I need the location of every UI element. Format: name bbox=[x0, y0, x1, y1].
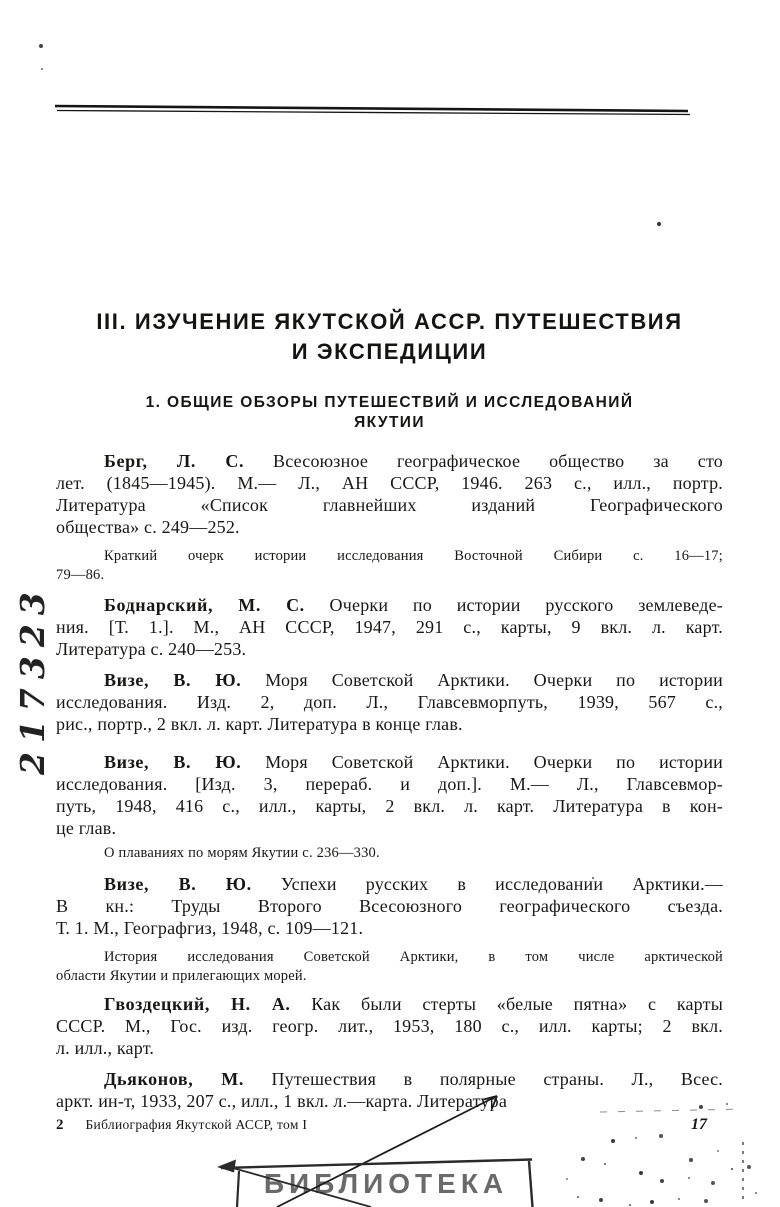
library-stamp-text: БИБЛИОТЕКА bbox=[263, 1168, 509, 1199]
page-number: 17 bbox=[691, 1116, 707, 1133]
author-name: Визе, В. Ю. bbox=[104, 752, 242, 772]
text-line: СССР. М., Гос. изд. геогр. лит., 1953, 180 с., илл. карты; 2 вкл. bbox=[56, 1016, 723, 1036]
page-footer bbox=[0, 1116, 780, 1134]
author-name: Визе, В. Ю. bbox=[104, 670, 242, 690]
text-line: Боднарский, М. С. Очерки по истории русского землеведе- bbox=[104, 595, 723, 615]
text-line: области Якутии и прилегающих морей. bbox=[56, 968, 307, 984]
text-line: Дьяконов, М. Путешествия в полярные страны. Л., Всес. bbox=[104, 1069, 724, 1089]
section-title-line2: ЯКУТИИ bbox=[354, 414, 425, 431]
handwritten-accession-number: 217323 bbox=[13, 583, 52, 775]
scan-noise-speckles bbox=[0, 0, 2, 2]
page-title-line1: III. ИЗУЧЕНИЕ ЯКУТСКОЙ АССР. ПУТЕШЕСТВИЯ bbox=[96, 309, 683, 334]
text-line: исследования. [Изд. 3, перераб. и доп.]. М.— Л., Главсевмор- bbox=[56, 774, 723, 794]
author-name: Визе, В. Ю. bbox=[104, 874, 252, 894]
text-line: путь, 1948, 416 с., илл., карты, 2 вкл. л. карт. Литература в кон- bbox=[56, 796, 723, 816]
text-line: общества» с. 249—252. bbox=[56, 517, 240, 537]
section-title-line1: 1. ОБЩИЕ ОБЗОРЫ ПУТЕШЕСТВИЙ И ИССЛЕДОВАНИЙ bbox=[145, 394, 634, 411]
stamp-arrowhead bbox=[217, 1160, 236, 1173]
text-line: исследования. Изд. 2, доп. Л., Главсевморпуть, 1939, 567 с., bbox=[56, 692, 723, 712]
author-name: Боднарский, М. С. bbox=[104, 595, 305, 615]
footer-signature-number: 2 bbox=[56, 1117, 64, 1133]
text-line: л. илл., карт. bbox=[56, 1038, 155, 1058]
top-rule-line bbox=[55, 106, 690, 115]
text-line: История исследования Советской Арктики, в том числе арктической bbox=[104, 949, 723, 965]
page-title-line2: И ЭКСПЕДИЦИИ bbox=[291, 339, 488, 364]
text-line: Визе, В. Ю. Успехи русских в исследовании Арктики.— bbox=[104, 874, 723, 894]
author-name: Берг, Л. С. bbox=[104, 451, 245, 471]
entry-paragraph bbox=[56, 993, 723, 1059]
text-line: ния. [Т. 1.]. М., АН СССР, 1947, 291 с., карты, 9 вкл. л. карт. bbox=[56, 617, 723, 637]
text-line: Литература с. 240—253. bbox=[56, 639, 247, 659]
entry-paragraph bbox=[56, 873, 723, 939]
text-line: Визе, В. Ю. Моря Советской Арктики. Очерки по истории bbox=[104, 752, 723, 772]
text-line: рис., портр., 2 вкл. л. карт. Литература в конце глав. bbox=[56, 714, 463, 734]
footer-book-title: Библиография Якутской АССР, том I bbox=[85, 1117, 308, 1132]
section-title bbox=[56, 393, 723, 433]
bibliography-entries bbox=[56, 450, 723, 1112]
entry-paragraph bbox=[56, 669, 723, 735]
annotation-paragraph bbox=[56, 844, 723, 863]
text-line: аркт. ин-т, 1933, 207 с., илл., 1 вкл. л.—карта. Литература bbox=[56, 1091, 508, 1111]
entry-paragraph bbox=[56, 751, 723, 839]
author-name: Гвоздецкий, Н. А. bbox=[104, 994, 291, 1014]
text-line: Литература «Список главнейших изданий Географического bbox=[56, 495, 723, 515]
text-line: Краткий очерк истории исследования Восточной Сибири с. 16—17; bbox=[104, 548, 723, 564]
text-line: 79—86. bbox=[56, 567, 105, 583]
entry-paragraph bbox=[56, 1068, 723, 1112]
text-line: Берг, Л. С. Всесоюзное географическое общество за сто bbox=[104, 451, 723, 471]
text-line: Гвоздецкий, Н. А. Как были стерты «белые пятна» с карты bbox=[104, 994, 724, 1014]
page-content bbox=[0, 307, 780, 1112]
page-title bbox=[56, 307, 723, 367]
entry-paragraph bbox=[56, 594, 723, 660]
text-line: це глав. bbox=[56, 818, 117, 838]
entry-paragraph bbox=[56, 450, 723, 538]
text-line: В кн.: Труды Второго Всесоюзного географического съезда. bbox=[56, 896, 723, 916]
text-line: О плаваниях по морям Якутии с. 236—330. bbox=[104, 845, 380, 861]
annotation-paragraph bbox=[56, 547, 723, 585]
annotation-paragraph bbox=[56, 948, 723, 986]
text-line: лет. (1845—1945). М.— Л., АН СССР, 1946. 263 с., илл., портр. bbox=[56, 473, 723, 493]
text-line: Т. 1. М., Географгиз, 1948, с. 109—121. bbox=[56, 918, 364, 938]
text-line: Визе, В. Ю. Моря Советской Арктики. Очерки по истории bbox=[104, 670, 723, 690]
author-name: Дьяконов, М. bbox=[104, 1069, 244, 1089]
